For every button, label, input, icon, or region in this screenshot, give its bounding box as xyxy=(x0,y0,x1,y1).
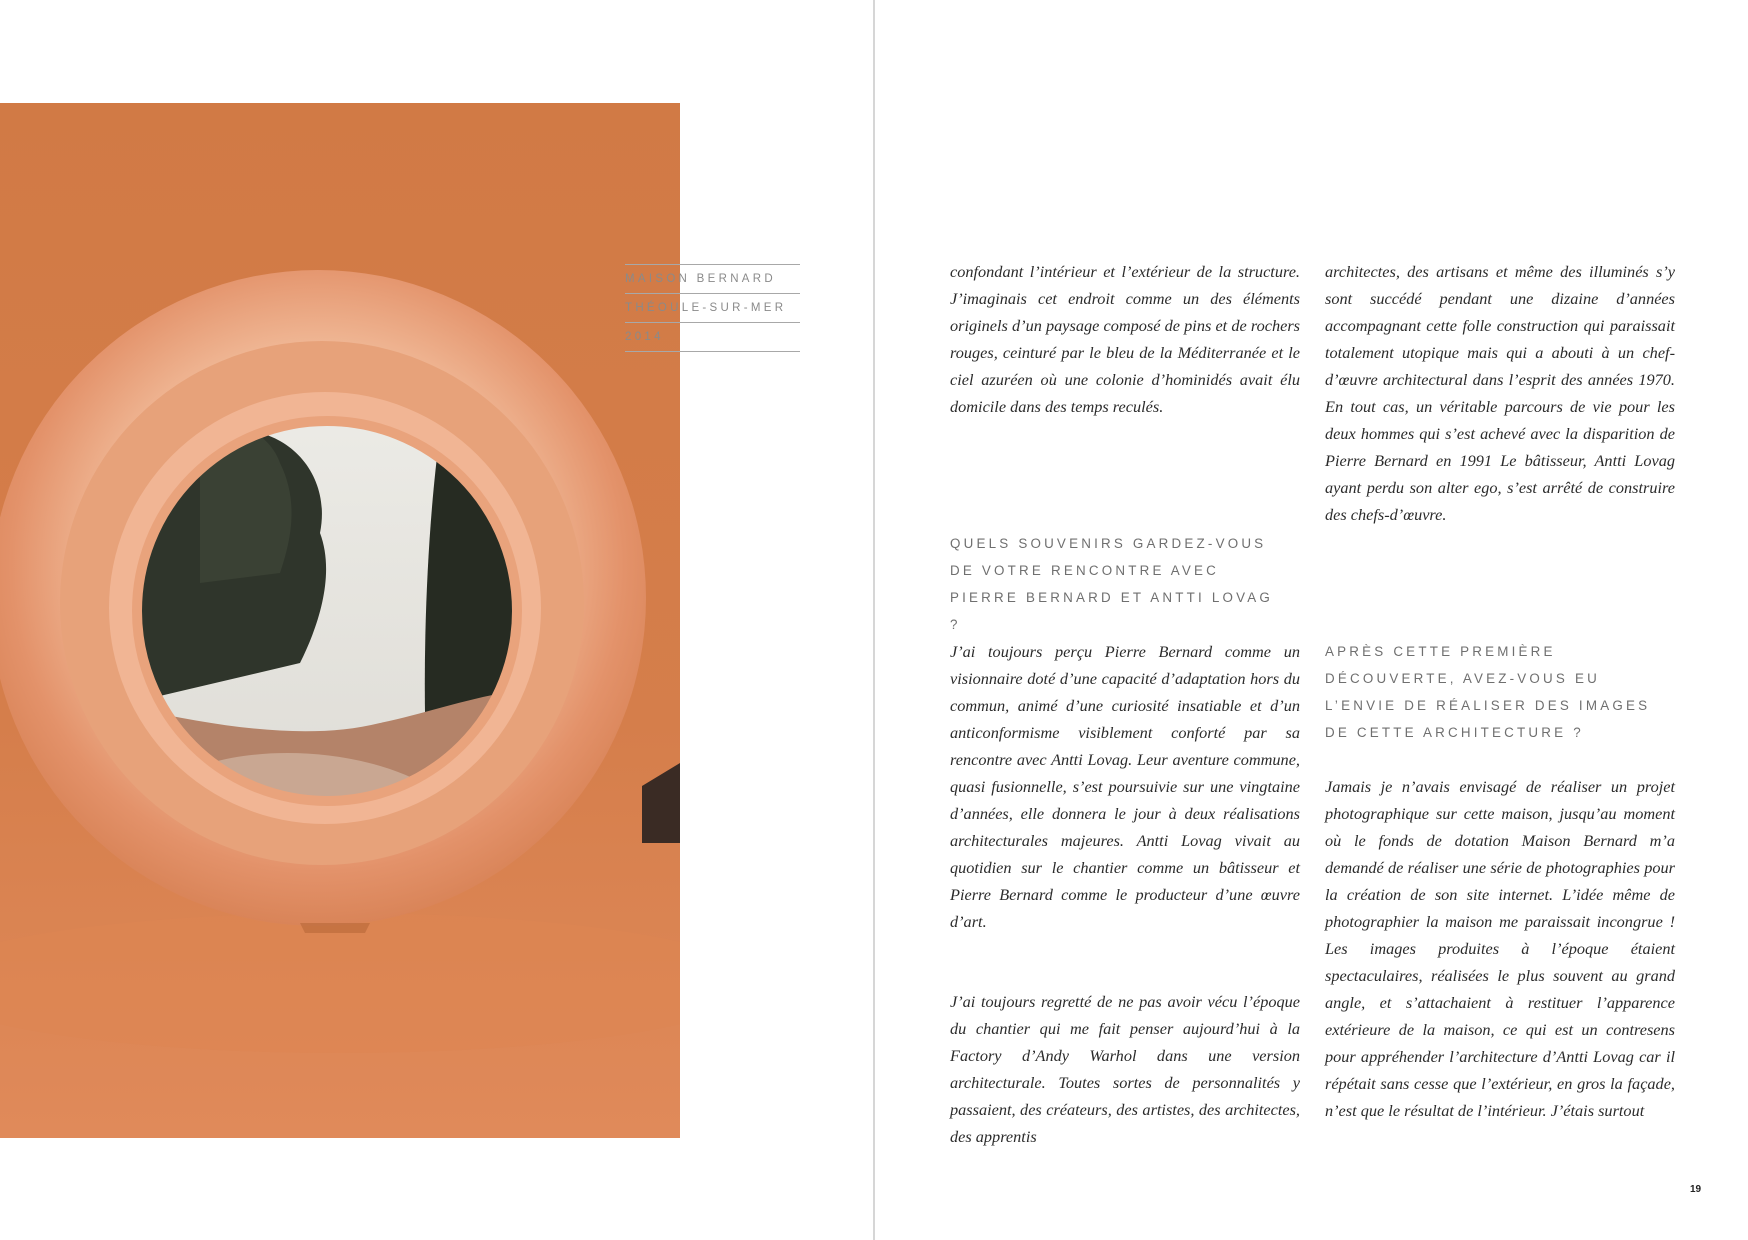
column-left-question-1 xyxy=(950,530,1280,638)
column-right-question-1 xyxy=(1325,638,1665,746)
body-paragraph: architectes, des artisans et même des illuminés s’y sont succédé pendant une dizaine d’années accompagnant cette folle construction qui paraissait totalement utopique mais qui a abouti à un chef-d’œuvre architectural dans l’esprit des années 1970. En tout cas, un véritable parcours de vie pour les deux hommes qui s’est achevé avec la disparition de Pierre Bernard en 1991 Le bâtisseur, Antti Lovag ayant perdu son alter ego, s’est arrêté de construire des chefs-d’œuvre. xyxy=(1325,262,1675,524)
page-number: 19 xyxy=(1690,1184,1702,1195)
porthole-window-photo xyxy=(0,103,680,1138)
caption-town: THÉOULE-SUR-MER xyxy=(625,293,800,322)
column-right-paragraph-1 xyxy=(1325,258,1675,528)
interview-question: QUELS SOUVENIRS GARDEZ-VOUS DE VOTRE RENCONTRE AVEC PIERRE BERNARD ET ANTTI LOVAG ? xyxy=(950,536,1273,632)
caption-year: 2014 xyxy=(625,322,800,352)
body-paragraph: J’ai toujours regretté de ne pas avoir vécu l’époque du chantier qui me fait penser aujourd’hui à la Factory d’Andy Warhol dans une version architecturale. Toutes sortes de personnalités y passaient, des créateurs, des artistes, des architectes, des apprentis xyxy=(950,992,1300,1146)
body-paragraph: J’ai toujours perçu Pierre Bernard comme un visionnaire doté d’une capacité d’adaptation hors du commun, animé d’une curiosité insatiable et d’un anticonformisme visiblement conforté par sa rencontre avec Antti Lovag. Leur aventure commune, quasi fusionnelle, s’est poursuivie sur une vingtaine d’années, elle donnera le jour à deux réalisations architecturales majeures. Antti Lovag vivait au quotidien sur le chantier comme un bâtisseur et Pierre Bernard comme le producteur d’une œuvre d’art. xyxy=(950,642,1300,931)
column-left-paragraph-2 xyxy=(950,638,1300,935)
column-right-paragraph-2 xyxy=(1325,773,1675,1124)
photo-caption xyxy=(625,264,800,352)
interview-question: APRÈS CETTE PREMIÈRE DÉCOUVERTE, AVEZ-VOUS EU L’ENVIE DE RÉALISER DES IMAGES DE CETTE ARCHITECTURE ? xyxy=(1325,644,1651,740)
caption-location: MAISON BERNARD xyxy=(625,264,800,293)
body-paragraph: Jamais je n’avais envisagé de réaliser un projet photographique sur cette maison, jusqu’au moment où le fonds de dotation Maison Bernard m’a demandé de réaliser une série de photographies pour la création de son site internet. L’idée même de photographier la maison me paraissait incongrue ! Les images produites à l’époque étaient spectaculaires, réalisées le plus souvent au grand angle, et s’attachaient à restituer l’apparence extérieure de la maison, ce qui est un contresens pour appréhender l’architecture d’Antti Lovag car il répétait sans cesse que l’extérieur, en gros la façade, n’est que le résultat de l’intérieur. J’étais surtout xyxy=(1325,777,1675,1120)
column-left-paragraph-1 xyxy=(950,258,1300,420)
body-paragraph: confondant l’intérieur et l’extérieur de la structure. J’imaginais cet endroit comme un des éléments originels d’un paysage composé de pins et de rochers rouges, ceinturé par le bleu de la Méditerranée et le ciel azuréen où une colonie d’hominidés avait élu domicile dans des temps reculés. xyxy=(950,262,1300,416)
column-left-paragraph-3 xyxy=(950,988,1300,1150)
